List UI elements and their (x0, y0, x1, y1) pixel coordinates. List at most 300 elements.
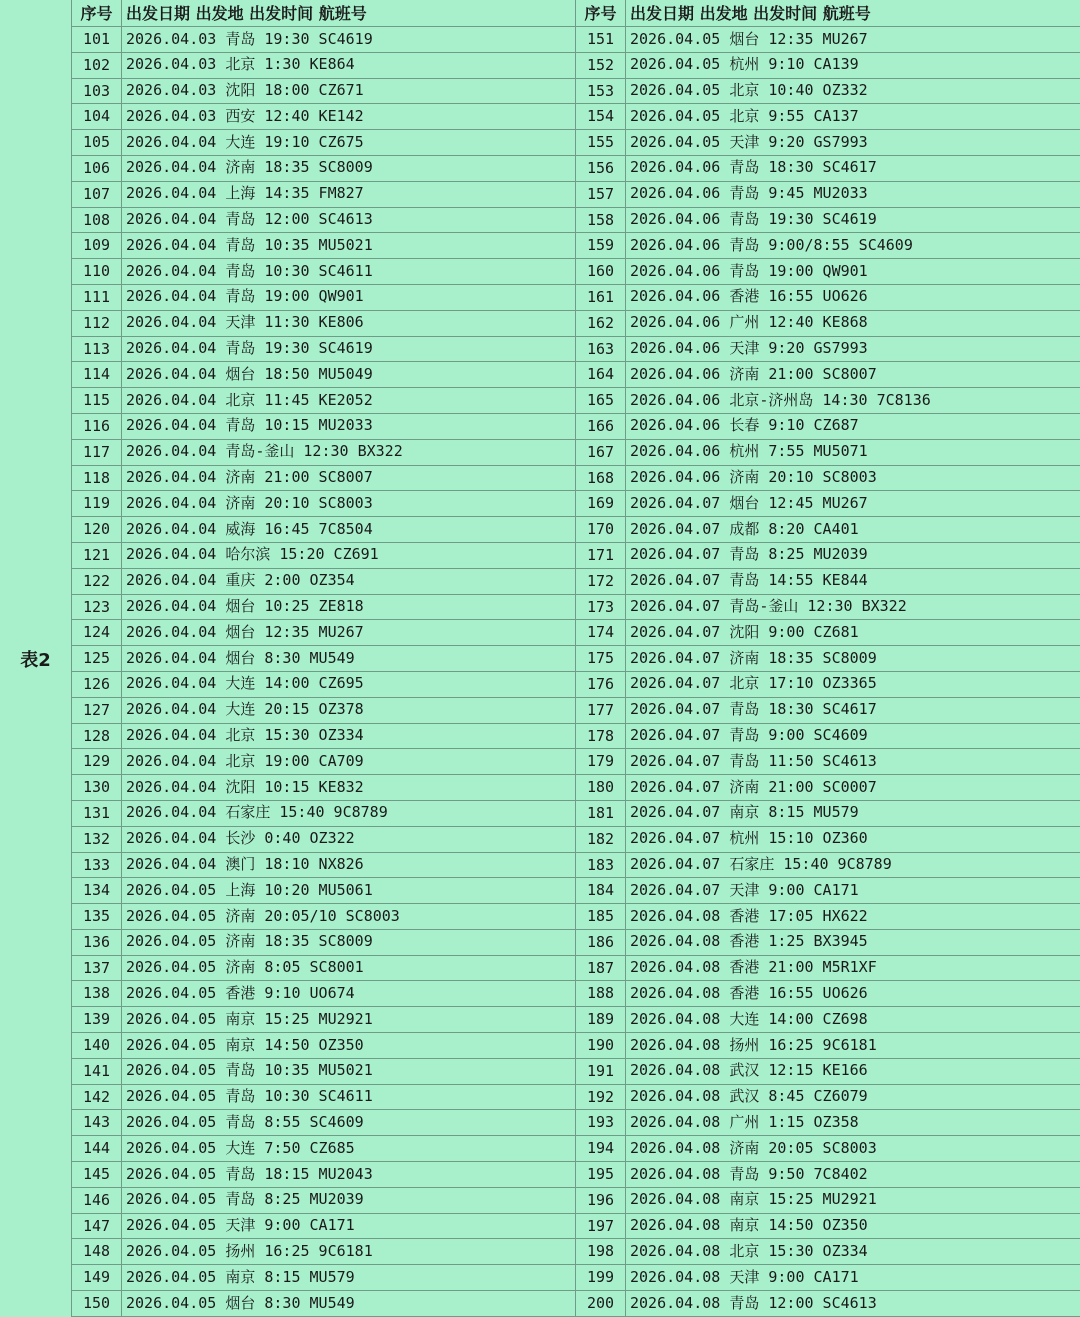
row-text: 2026.04.04 青岛-釜山 12:30 BX322 (126, 442, 403, 461)
row-index: 195 (576, 1162, 626, 1187)
row-index: 135 (72, 904, 122, 929)
row-text: 2026.04.04 济南 18:35 SC8009 (126, 158, 373, 177)
row-text: 2026.04.07 青岛 8:25 MU2039 (630, 545, 868, 564)
row-text: 2026.04.06 济南 20:10 SC8003 (630, 468, 877, 487)
row-index: 194 (576, 1136, 626, 1161)
row-text: 2026.04.04 大连 14:00 CZ695 (126, 674, 364, 693)
row-text: 2026.04.07 成都 8:20 CA401 (630, 519, 859, 538)
table-row (72, 388, 575, 414)
row-index: 105 (72, 130, 122, 155)
row-text: 2026.04.04 天津 11:30 KE806 (126, 313, 364, 332)
row-index: 185 (576, 904, 626, 929)
table-row (72, 414, 575, 440)
table-row (72, 27, 575, 53)
row-index: 119 (72, 491, 122, 516)
table-row (576, 1291, 1080, 1317)
row-index: 190 (576, 1033, 626, 1058)
row-text: 2026.04.04 青岛 19:00 QW901 (126, 287, 364, 306)
table-row (72, 801, 575, 827)
table-row (72, 1265, 575, 1291)
table-row (72, 79, 575, 105)
left-body (72, 27, 575, 1317)
row-text: 2026.04.05 北京 9:55 CA137 (630, 106, 859, 125)
table-row (72, 1007, 575, 1033)
table-row (576, 853, 1080, 879)
row-index: 174 (576, 620, 626, 645)
table-row (72, 182, 575, 208)
row-index: 114 (72, 362, 122, 387)
row-text: 2026.04.06 青岛 9:00/8:55 SC4609 (630, 235, 913, 254)
row-text: 2026.04.04 石家庄 15:40 9C8789 (126, 803, 388, 822)
table-row (576, 53, 1080, 79)
table-row (576, 156, 1080, 182)
row-text: 2026.04.04 青岛 12:00 SC4613 (126, 210, 373, 229)
row-text: 2026.04.07 济南 21:00 SC0007 (630, 777, 877, 796)
row-index: 108 (72, 208, 122, 233)
row-index: 107 (72, 182, 122, 207)
row-text: 2026.04.04 大连 20:15 OZ378 (126, 700, 364, 719)
header-row-left (72, 0, 575, 27)
row-text: 2026.04.08 广州 1:15 OZ358 (630, 1112, 859, 1131)
table-row (576, 646, 1080, 672)
row-index: 127 (72, 698, 122, 723)
row-text: 2026.04.05 南京 15:25 MU2921 (126, 1009, 373, 1028)
header-index: 序号 (72, 0, 122, 26)
row-text: 2026.04.04 青岛 10:30 SC4611 (126, 261, 373, 280)
row-index: 182 (576, 827, 626, 852)
row-index: 166 (576, 414, 626, 439)
table-row (72, 285, 575, 311)
row-text: 2026.04.06 长春 9:10 CZ687 (630, 416, 859, 435)
row-index: 125 (72, 646, 122, 671)
table-row (72, 1136, 575, 1162)
table-row (72, 1239, 575, 1265)
row-text: 2026.04.04 济南 21:00 SC8007 (126, 468, 373, 487)
row-index: 123 (72, 595, 122, 620)
row-index: 192 (576, 1085, 626, 1110)
table-row (72, 104, 575, 130)
table-row (72, 853, 575, 879)
row-text: 2026.04.08 南京 14:50 OZ350 (630, 1216, 868, 1235)
table-row (72, 466, 575, 492)
row-index: 144 (72, 1136, 122, 1161)
row-text: 2026.04.08 香港 17:05 HX622 (630, 906, 868, 925)
row-index: 124 (72, 620, 122, 645)
table-row (576, 388, 1080, 414)
header-text: 出发日期 出发地 出发时间 航班号 (630, 3, 871, 23)
row-text: 2026.04.08 香港 1:25 BX3945 (630, 932, 868, 951)
table-row (72, 53, 575, 79)
row-text: 2026.04.08 武汉 12:15 KE166 (630, 1061, 868, 1080)
row-index: 101 (72, 27, 122, 52)
table-row (72, 543, 575, 569)
row-index: 148 (72, 1239, 122, 1264)
row-index: 106 (72, 156, 122, 181)
row-index: 129 (72, 749, 122, 774)
table-label: 表2 (0, 0, 72, 1317)
row-index: 154 (576, 104, 626, 129)
row-text: 2026.04.07 杭州 15:10 OZ360 (630, 829, 868, 848)
row-index: 141 (72, 1059, 122, 1084)
table-row (72, 595, 575, 621)
row-index: 178 (576, 724, 626, 749)
table-row (576, 1162, 1080, 1188)
row-text: 2026.04.03 沈阳 18:00 CZ671 (126, 81, 364, 100)
table-row (576, 466, 1080, 492)
row-text: 2026.04.08 南京 15:25 MU2921 (630, 1190, 877, 1209)
row-index: 120 (72, 517, 122, 542)
row-index: 152 (576, 53, 626, 78)
table-row (576, 749, 1080, 775)
table-row (72, 878, 575, 904)
row-index: 111 (72, 285, 122, 310)
table-row (72, 491, 575, 517)
header-row-right (576, 0, 1080, 27)
row-index: 159 (576, 233, 626, 258)
table-row (72, 337, 575, 363)
table-row (576, 698, 1080, 724)
row-text: 2026.04.08 青岛 9:50 7C8402 (630, 1164, 868, 1183)
row-text: 2026.04.07 沈阳 9:00 CZ681 (630, 622, 859, 641)
row-index: 115 (72, 388, 122, 413)
table-row (576, 1110, 1080, 1136)
row-index: 117 (72, 440, 122, 465)
row-text: 2026.04.08 大连 14:00 CZ698 (630, 1009, 868, 1028)
row-index: 113 (72, 337, 122, 362)
row-index: 164 (576, 362, 626, 387)
row-text: 2026.04.04 北京 19:00 CA709 (126, 751, 364, 770)
row-index: 171 (576, 543, 626, 568)
row-text: 2026.04.07 青岛 14:55 KE844 (630, 571, 868, 590)
row-index: 162 (576, 311, 626, 336)
row-index: 165 (576, 388, 626, 413)
table-row (576, 1265, 1080, 1291)
row-text: 2026.04.08 青岛 12:00 SC4613 (630, 1293, 877, 1312)
row-index: 138 (72, 981, 122, 1006)
row-index: 193 (576, 1110, 626, 1135)
row-text: 2026.04.07 北京 17:10 OZ3365 (630, 674, 877, 693)
row-index: 149 (72, 1265, 122, 1290)
row-text: 2026.04.06 青岛 19:00 QW901 (630, 261, 868, 280)
row-text: 2026.04.04 上海 14:35 FM827 (126, 184, 364, 203)
table-row (576, 208, 1080, 234)
row-text: 2026.04.05 杭州 9:10 CA139 (630, 55, 859, 74)
row-index: 163 (576, 337, 626, 362)
table-row (576, 1007, 1080, 1033)
row-text: 2026.04.04 大连 19:10 CZ675 (126, 132, 364, 151)
row-text: 2026.04.06 杭州 7:55 MU5071 (630, 442, 868, 461)
table-row (576, 1239, 1080, 1265)
table-row (72, 1110, 575, 1136)
row-index: 189 (576, 1007, 626, 1032)
table-row (576, 182, 1080, 208)
row-index: 132 (72, 827, 122, 852)
row-index: 158 (576, 208, 626, 233)
table-row (576, 878, 1080, 904)
row-text: 2026.04.03 北京 1:30 KE864 (126, 55, 355, 74)
row-index: 145 (72, 1162, 122, 1187)
row-text: 2026.04.05 南京 14:50 OZ350 (126, 1035, 364, 1054)
row-text: 2026.04.05 济南 20:05/10 SC8003 (126, 906, 400, 925)
row-index: 155 (576, 130, 626, 155)
row-text: 2026.04.08 北京 15:30 OZ334 (630, 1241, 868, 1260)
table-row (72, 569, 575, 595)
table-row (576, 285, 1080, 311)
row-text: 2026.04.07 青岛-釜山 12:30 BX322 (630, 597, 907, 616)
row-index: 122 (72, 569, 122, 594)
row-text: 2026.04.07 烟台 12:45 MU267 (630, 493, 868, 512)
row-text: 2026.04.05 青岛 10:35 MU5021 (126, 1061, 373, 1080)
row-text: 2026.04.06 天津 9:20 GS7993 (630, 339, 868, 358)
row-text: 2026.04.05 烟台 8:30 MU549 (126, 1293, 355, 1312)
row-text: 2026.04.08 香港 16:55 UO626 (630, 983, 868, 1002)
row-index: 170 (576, 517, 626, 542)
table-row (576, 956, 1080, 982)
left-column (72, 0, 576, 1317)
row-index: 140 (72, 1033, 122, 1058)
row-text: 2026.04.05 青岛 18:15 MU2043 (126, 1164, 373, 1183)
table-row (72, 698, 575, 724)
row-index: 126 (72, 672, 122, 697)
row-text: 2026.04.06 广州 12:40 KE868 (630, 313, 868, 332)
table-row (72, 233, 575, 259)
table-row (72, 672, 575, 698)
table-row (576, 440, 1080, 466)
row-text: 2026.04.05 青岛 8:25 MU2039 (126, 1190, 364, 1209)
header-text: 出发日期 出发地 出发时间 航班号 (126, 3, 367, 23)
table-row (576, 595, 1080, 621)
table-row (576, 259, 1080, 285)
row-index: 180 (576, 775, 626, 800)
table-row (72, 646, 575, 672)
row-index: 176 (576, 672, 626, 697)
table-row (72, 311, 575, 337)
table-row (72, 827, 575, 853)
table-row (576, 930, 1080, 956)
table-row (72, 517, 575, 543)
table-row (72, 749, 575, 775)
row-text: 2026.04.05 扬州 16:25 9C6181 (126, 1241, 373, 1260)
row-text: 2026.04.04 澳门 18:10 NX826 (126, 855, 364, 873)
table-row (72, 1188, 575, 1214)
row-index: 200 (576, 1291, 626, 1316)
row-text: 2026.04.06 北京-济州岛 14:30 7C8136 (630, 390, 931, 409)
row-text: 2026.04.05 上海 10:20 MU5061 (126, 880, 373, 899)
right-body (576, 27, 1080, 1317)
row-text: 2026.04.08 扬州 16:25 9C6181 (630, 1035, 877, 1054)
row-index: 167 (576, 440, 626, 465)
table-row (576, 1033, 1080, 1059)
row-text: 2026.04.06 香港 16:55 UO626 (630, 287, 868, 306)
row-index: 104 (72, 104, 122, 129)
row-index: 109 (72, 233, 122, 258)
row-index: 198 (576, 1239, 626, 1264)
row-text: 2026.04.04 沈阳 10:15 KE832 (126, 777, 364, 796)
table-row (576, 104, 1080, 130)
row-text: 2026.04.05 济南 8:05 SC8001 (126, 958, 364, 977)
row-text: 2026.04.04 青岛 10:15 MU2033 (126, 416, 373, 435)
table-row (72, 981, 575, 1007)
row-index: 153 (576, 79, 626, 104)
row-index: 184 (576, 878, 626, 903)
table-row (576, 362, 1080, 388)
row-text: 2026.04.05 烟台 12:35 MU267 (630, 29, 868, 48)
table-row (576, 337, 1080, 363)
table-row (72, 1214, 575, 1240)
table-row (576, 981, 1080, 1007)
row-text: 2026.04.04 威海 16:45 7C8504 (126, 519, 373, 538)
row-index: 142 (72, 1085, 122, 1110)
row-text: 2026.04.04 烟台 8:30 MU549 (126, 648, 355, 667)
row-index: 130 (72, 775, 122, 800)
table-row (72, 1033, 575, 1059)
row-text: 2026.04.05 青岛 8:55 SC4609 (126, 1112, 364, 1131)
row-index: 121 (72, 543, 122, 568)
row-text: 2026.04.04 北京 11:45 KE2052 (126, 390, 373, 409)
table-row (576, 27, 1080, 53)
table-row (72, 904, 575, 930)
row-index: 133 (72, 853, 122, 878)
row-text: 2026.04.06 青岛 9:45 MU2033 (630, 184, 868, 203)
right-column (576, 0, 1080, 1317)
header-index: 序号 (576, 0, 626, 26)
row-text: 2026.04.07 南京 8:15 MU579 (630, 803, 859, 822)
row-index: 136 (72, 930, 122, 955)
table-row (72, 208, 575, 234)
row-index: 157 (576, 182, 626, 207)
row-text: 2026.04.04 哈尔滨 15:20 CZ691 (126, 545, 379, 564)
table-row (576, 233, 1080, 259)
row-index: 175 (576, 646, 626, 671)
row-text: 2026.04.05 大连 7:50 CZ685 (126, 1138, 355, 1157)
row-index: 118 (72, 466, 122, 491)
row-index: 161 (576, 285, 626, 310)
table-row (72, 362, 575, 388)
row-index: 156 (576, 156, 626, 181)
row-index: 102 (72, 53, 122, 78)
table-row (72, 930, 575, 956)
table-row (72, 724, 575, 750)
table-row (576, 1059, 1080, 1085)
row-text: 2026.04.07 天津 9:00 CA171 (630, 880, 859, 899)
row-text: 2026.04.05 济南 18:35 SC8009 (126, 932, 373, 951)
row-text: 2026.04.05 南京 8:15 MU579 (126, 1267, 355, 1286)
row-text: 2026.04.04 青岛 10:35 MU5021 (126, 235, 373, 254)
row-text: 2026.04.05 天津 9:00 CA171 (126, 1216, 355, 1235)
table-row (576, 543, 1080, 569)
table-row (72, 1059, 575, 1085)
table-row (576, 801, 1080, 827)
row-text: 2026.04.05 北京 10:40 OZ332 (630, 81, 868, 100)
row-index: 151 (576, 27, 626, 52)
table-row (576, 1136, 1080, 1162)
table-row (576, 517, 1080, 543)
row-index: 112 (72, 311, 122, 336)
row-index: 147 (72, 1214, 122, 1239)
row-text: 2026.04.08 天津 9:00 CA171 (630, 1267, 859, 1286)
row-index: 116 (72, 414, 122, 439)
row-index: 173 (576, 595, 626, 620)
row-text: 2026.04.04 烟台 12:35 MU267 (126, 622, 364, 641)
row-text: 2026.04.05 香港 9:10 UO674 (126, 983, 355, 1002)
row-text: 2026.04.07 青岛 18:30 SC4617 (630, 700, 877, 719)
row-index: 181 (576, 801, 626, 826)
table-row (576, 414, 1080, 440)
row-index: 128 (72, 724, 122, 749)
table-row (576, 1214, 1080, 1240)
row-text: 2026.04.06 青岛 19:30 SC4619 (630, 210, 877, 229)
row-text: 2026.04.04 重庆 2:00 OZ354 (126, 571, 355, 590)
table-row (72, 956, 575, 982)
row-index: 179 (576, 749, 626, 774)
row-index: 188 (576, 981, 626, 1006)
row-index: 137 (72, 956, 122, 981)
row-text: 2026.04.07 青岛 9:00 SC4609 (630, 726, 868, 745)
row-text: 2026.04.04 北京 15:30 OZ334 (126, 726, 364, 745)
row-index: 103 (72, 79, 122, 104)
table-row (72, 775, 575, 801)
row-index: 191 (576, 1059, 626, 1084)
row-index: 172 (576, 569, 626, 594)
table-row (576, 672, 1080, 698)
table-row (576, 724, 1080, 750)
row-text: 2026.04.04 济南 20:10 SC8003 (126, 493, 373, 512)
row-index: 110 (72, 259, 122, 284)
row-text: 2026.04.07 济南 18:35 SC8009 (630, 648, 877, 667)
row-text: 2026.04.07 青岛 11:50 SC4613 (630, 751, 877, 770)
row-text: 2026.04.04 青岛 19:30 SC4619 (126, 339, 373, 358)
row-index: 150 (72, 1291, 122, 1316)
table-row (576, 1085, 1080, 1111)
row-index: 183 (576, 853, 626, 878)
row-text: 2026.04.08 济南 20:05 SC8003 (630, 1138, 877, 1157)
table-row (576, 491, 1080, 517)
row-index: 177 (576, 698, 626, 723)
row-text: 2026.04.04 长沙 0:40 OZ322 (126, 829, 355, 848)
row-index: 143 (72, 1110, 122, 1135)
table-row (72, 440, 575, 466)
row-index: 186 (576, 930, 626, 955)
table-row (576, 311, 1080, 337)
row-index: 197 (576, 1214, 626, 1239)
table-row (72, 1162, 575, 1188)
table-row (576, 827, 1080, 853)
row-index: 199 (576, 1265, 626, 1290)
row-text: 2026.04.07 石家庄 15:40 9C8789 (630, 855, 892, 873)
row-text: 2026.04.08 武汉 8:45 CZ6079 (630, 1087, 868, 1106)
table-row (72, 156, 575, 182)
row-index: 134 (72, 878, 122, 903)
row-text: 2026.04.04 烟台 18:50 MU5049 (126, 364, 373, 383)
row-index: 169 (576, 491, 626, 516)
row-text: 2026.04.06 青岛 18:30 SC4617 (630, 158, 877, 177)
table-row (72, 259, 575, 285)
row-index: 131 (72, 801, 122, 826)
table-row (576, 620, 1080, 646)
row-index: 187 (576, 956, 626, 981)
table-row (72, 620, 575, 646)
table-row (576, 79, 1080, 105)
row-text: 2026.04.03 青岛 19:30 SC4619 (126, 29, 373, 48)
row-text: 2026.04.05 青岛 10:30 SC4611 (126, 1087, 373, 1106)
table-row (576, 775, 1080, 801)
row-index: 160 (576, 259, 626, 284)
table-row (576, 569, 1080, 595)
table-row (576, 904, 1080, 930)
table-row (72, 130, 575, 156)
table-row (576, 130, 1080, 156)
row-index: 146 (72, 1188, 122, 1213)
